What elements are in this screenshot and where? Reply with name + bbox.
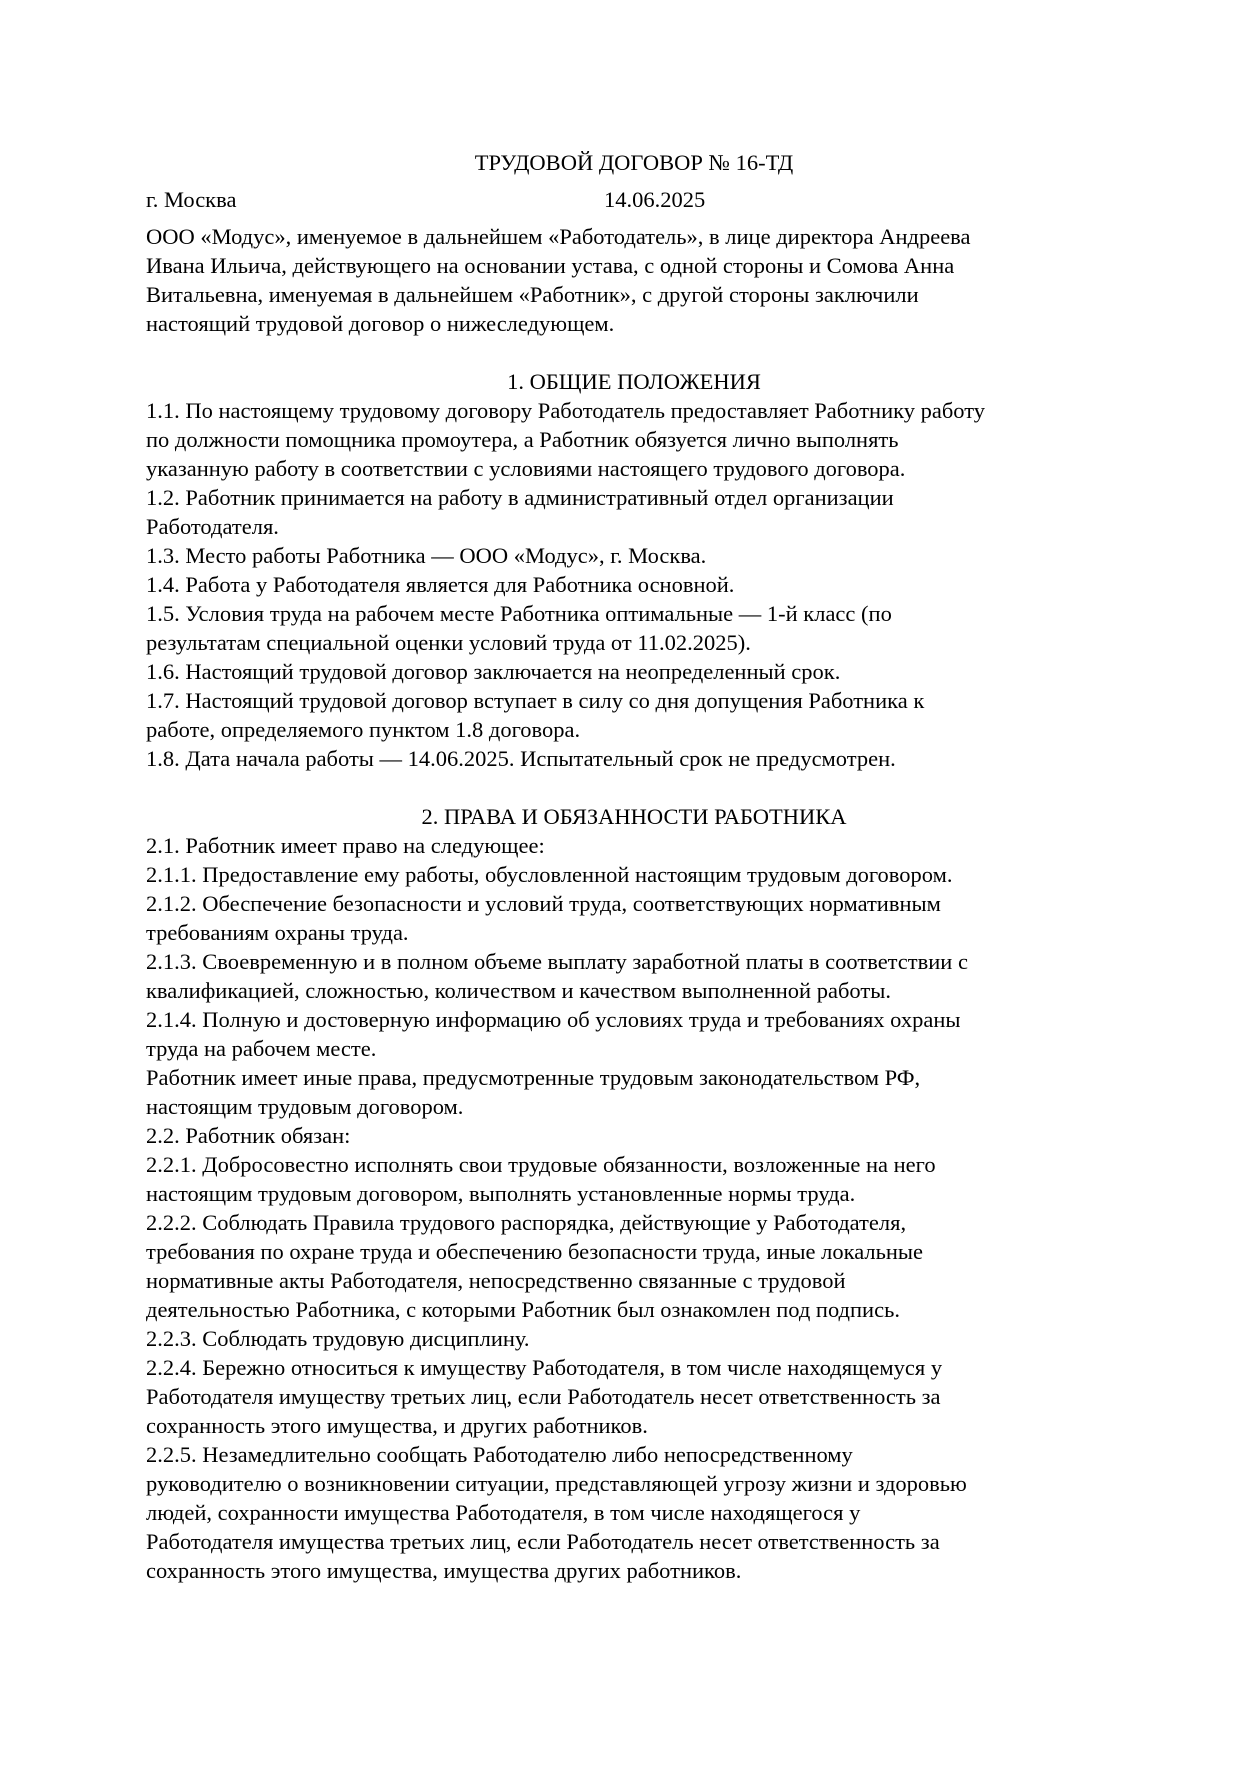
clause-paragraph <box>146 1005 1106 1063</box>
document-page <box>146 148 1106 1614</box>
clause-paragraph <box>146 947 1106 1005</box>
section-1 <box>146 367 1106 773</box>
text-line: требования по охране труда и обеспечению безопасности труда, иные локальные <box>146 1239 924 1264</box>
text-line: работе, определяемого пунктом 1.8 договора. <box>146 717 581 742</box>
text-line: 1.2. Работник принимается на работу в административный отдел организации <box>146 485 894 510</box>
clause-paragraph <box>146 396 1106 483</box>
clause-paragraph <box>146 657 1106 686</box>
text-line: 1.8. Дата начала работы — 14.06.2025. Испытательный срок не предусмотрен. <box>146 746 896 771</box>
document-city: г. Москва <box>146 187 237 212</box>
intro-paragraph <box>146 222 1106 338</box>
text-line: ООО «Модус», именуемое в дальнейшем «Работодатель», в лице директора Андреева <box>146 224 971 249</box>
text-line: сохранность этого имущества, и других работников. <box>146 1413 648 1438</box>
clause-paragraph <box>146 1121 1106 1150</box>
text-line: 1.3. Место работы Работника — ООО «Модус», г. Москва. <box>146 543 707 568</box>
text-line: 1.1. По настоящему трудовому договору Работодатель предоставляет Работнику работу <box>146 398 986 423</box>
section-heading: 2. ПРАВА И ОБЯЗАННОСТИ РАБОТНИКА <box>421 804 847 829</box>
text-line: настоящий трудовой договор о нижеследующем. <box>146 311 615 336</box>
text-line: сохранность этого имущества, имущества других работников. <box>146 1558 742 1583</box>
text-line: 2.2. Работник обязан: <box>146 1123 351 1148</box>
clause-paragraph <box>146 599 1106 657</box>
clause-paragraph <box>146 1353 1106 1440</box>
text-line: указанную работу в соответствии с условиями настоящего трудового договора. <box>146 456 906 481</box>
text-line: Работник имеет иные права, предусмотренные трудовым законодательством РФ, <box>146 1065 921 1090</box>
document-date: 14.06.2025 <box>604 187 706 212</box>
clause-paragraph <box>146 744 1106 773</box>
text-line: 1.4. Работа у Работодателя является для Работника основной. <box>146 572 735 597</box>
text-line: труда на рабочем месте. <box>146 1036 377 1061</box>
text-line: людей, сохранности имущества Работодателя, в том числе находящегося у <box>146 1500 861 1525</box>
text-line: Работодателя имущества третьих лиц, если Работодатель несет ответственность за <box>146 1529 940 1554</box>
text-line: 1.6. Настоящий трудовой договор заключается на неопределенный срок. <box>146 659 841 684</box>
clause-paragraph <box>146 889 1106 947</box>
text-line: настоящим трудовым договором. <box>146 1094 464 1119</box>
clause-paragraph <box>146 860 1106 889</box>
text-line: 1.5. Условия труда на рабочем месте Работника оптимальные — 1-й класс (по <box>146 601 892 626</box>
text-line: 2.2.2. Соблюдать Правила трудового распорядка, действующие у Работодателя, <box>146 1210 907 1235</box>
document-meta <box>146 185 1106 214</box>
text-line: 1.7. Настоящий трудовой договор вступает в силу со дня допущения Работника к <box>146 688 925 713</box>
document-title: ТРУДОВОЙ ДОГОВОР № 16-ТД <box>474 150 794 175</box>
clause-paragraph <box>146 831 1106 860</box>
text-line: 2.1.4. Полную и достоверную информацию об условиях труда и требованиях охраны <box>146 1007 961 1032</box>
text-line: 2.1.1. Предоставление ему работы, обусловленной настоящим трудовым договором. <box>146 862 953 887</box>
text-line: настоящим трудовым договором, выполнять установленные нормы труда. <box>146 1181 856 1206</box>
text-line: 2.2.5. Незамедлительно сообщать Работодателю либо непосредственному <box>146 1442 853 1467</box>
text-line: Работодателя. <box>146 514 279 539</box>
clause-paragraph <box>146 570 1106 599</box>
text-line: требованиям охраны труда. <box>146 920 409 945</box>
text-line: 2.1.3. Своевременную и в полном объеме выплату заработной платы в соответствии с <box>146 949 968 974</box>
text-line: Ивана Ильича, действующего на основании устава, с одной стороны и Сомова Анна <box>146 253 955 278</box>
text-line: 2.2.3. Соблюдать трудовую дисциплину. <box>146 1326 530 1351</box>
text-line: квалификацией, сложностью, количеством и качеством выполненной работы. <box>146 978 891 1003</box>
clause-paragraph <box>146 1324 1106 1353</box>
clause-paragraph <box>146 1208 1106 1324</box>
text-line: руководителю о возникновении ситуации, представляющей угрозу жизни и здоровью <box>146 1471 967 1496</box>
text-line: 2.2.1. Добросовестно исполнять свои трудовые обязанности, возложенные на него <box>146 1152 936 1177</box>
text-line: 2.1.2. Обеспечение безопасности и условий труда, соответствующих нормативным <box>146 891 941 916</box>
text-line: по должности помощника промоутера, а Работник обязуется лично выполнять <box>146 427 899 452</box>
section-2 <box>146 802 1106 1585</box>
clause-paragraph <box>146 1150 1106 1208</box>
sections-container <box>146 367 1106 1585</box>
text-line: Работодателя имуществу третьих лиц, если Работодатель несет ответственность за <box>146 1384 941 1409</box>
text-line: деятельностью Работника, с которыми Работник был ознакомлен под подпись. <box>146 1297 900 1322</box>
section-heading: 1. ОБЩИЕ ПОЛОЖЕНИЯ <box>507 369 761 394</box>
text-line: 2.2.4. Бережно относиться к имуществу Работодателя, в том числе находящемуся у <box>146 1355 943 1380</box>
clause-paragraph <box>146 1063 1106 1121</box>
clause-paragraph <box>146 483 1106 541</box>
text-line: 2.1. Работник имеет право на следующее: <box>146 833 545 858</box>
clause-paragraph <box>146 686 1106 744</box>
text-line: нормативные акты Работодателя, непосредственно связанные с трудовой <box>146 1268 846 1293</box>
text-line: Витальевна, именуемая в дальнейшем «Работник», с другой стороны заключили <box>146 282 919 307</box>
clause-paragraph <box>146 1440 1106 1585</box>
clause-paragraph <box>146 541 1106 570</box>
text-line: результатам специальной оценки условий труда от 11.02.2025). <box>146 630 751 655</box>
